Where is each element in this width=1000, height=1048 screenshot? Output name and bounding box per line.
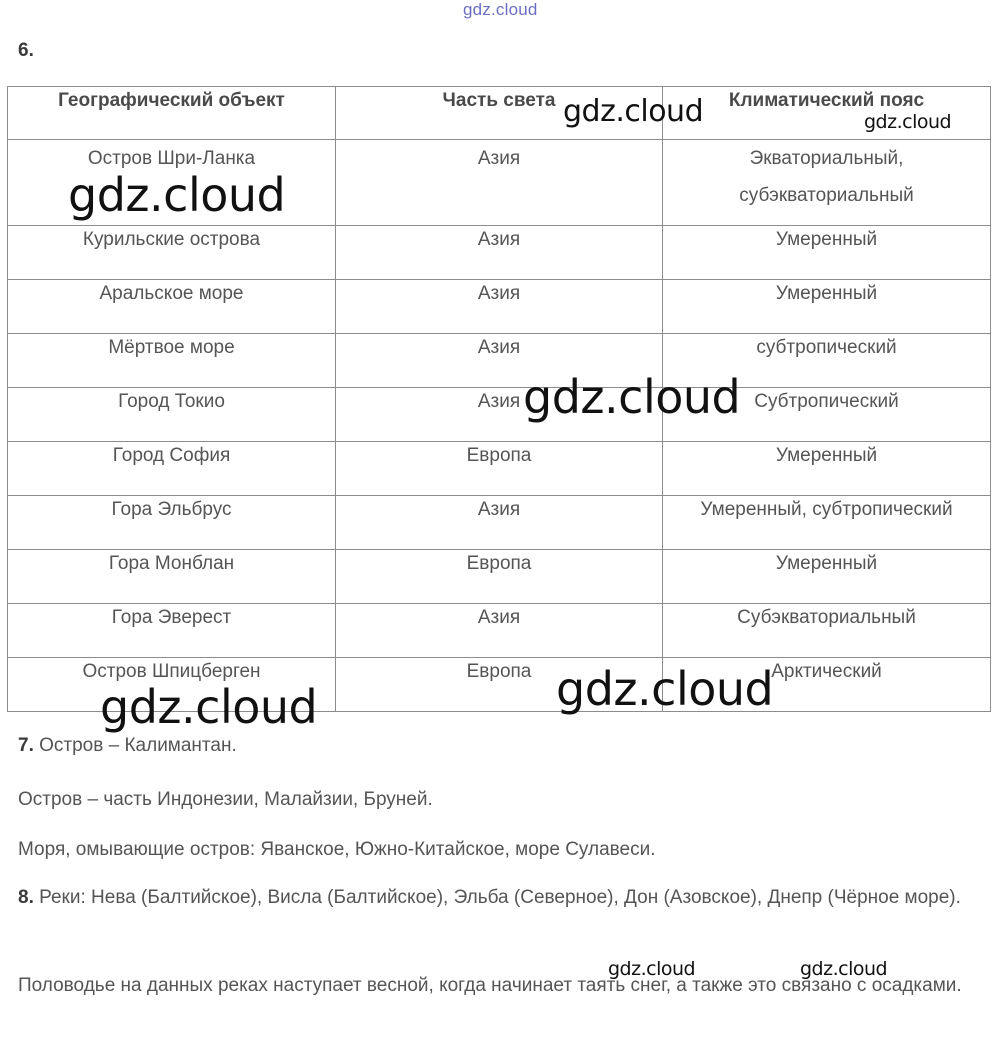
cell-object: Гора Эверест: [8, 604, 336, 658]
table-header-row: [8, 87, 991, 140]
table-row: [8, 280, 991, 334]
table-row: [8, 226, 991, 280]
question-6-number: 6.: [18, 40, 34, 61]
table-row: [8, 550, 991, 604]
question-7-text: Остров – Калимантан.: [33, 735, 237, 756]
cell-climate: Умеренный: [663, 280, 991, 334]
cell-object: Остров Шри-Ланка: [8, 140, 336, 226]
cell-climate: Субтропический: [663, 388, 991, 442]
cell-climate: Умеренный: [663, 226, 991, 280]
cell-part: Азия: [336, 334, 663, 388]
cell-object: Аральское море: [8, 280, 336, 334]
cell-part: Европа: [336, 442, 663, 496]
header-object: Географический объект: [8, 87, 336, 140]
cell-climate-line1: Экваториальный,: [749, 148, 904, 169]
cell-climate: Субэкваториальный: [663, 604, 991, 658]
table-row: [8, 388, 991, 442]
question-7-line3: Моря, омывающие остров: Яванское, Южно-Китайское, море Сулавеси.: [18, 839, 656, 860]
cell-climate-line2: субэкваториальный: [739, 185, 914, 206]
question-7-line2: Остров – часть Индонезии, Малайзии, Бруней.: [18, 789, 433, 810]
cell-object: Город Токио: [8, 388, 336, 442]
cell-object: Мёртвое море: [8, 334, 336, 388]
watermark: gdz.cloud: [608, 958, 696, 980]
question-8-paragraph2: Половодье на данных реках наступает весной, когда начинает таять снег, а также это связано с осадками.: [18, 975, 962, 996]
question-8-number: 8.: [18, 887, 34, 908]
cell-part: Азия: [336, 604, 663, 658]
cell-part: Азия: [336, 496, 663, 550]
watermark: gdz.cloud: [100, 680, 318, 734]
question-8-text1: Реки: Нева (Балтийское), Висла (Балтийское), Эльба (Северное), Дон (Азовское), Днепр (Чёрное море).: [33, 887, 961, 908]
cell-object: Гора Монблан: [8, 550, 336, 604]
watermark: gdz.cloud: [523, 370, 741, 424]
cell-part: Азия: [336, 388, 663, 442]
table-row: [8, 604, 991, 658]
watermark: gdz.cloud: [556, 662, 774, 716]
cell-climate: Умеренный, субтропический: [663, 496, 991, 550]
watermark: gdz.cloud: [563, 94, 704, 129]
cell-climate: Умеренный: [663, 550, 991, 604]
cell-part: Европа: [336, 658, 663, 712]
watermark: gdz.cloud: [800, 958, 888, 980]
cell-object: Город София: [8, 442, 336, 496]
cell-part: Европа: [336, 550, 663, 604]
question-8-paragraph1: [18, 878, 980, 917]
watermark: gdz.cloud: [68, 168, 286, 222]
cell-object: Курильские острова: [8, 226, 336, 280]
cell-part: Азия: [336, 140, 663, 226]
cell-part: Азия: [336, 280, 663, 334]
cell-climate: Арктический: [663, 658, 991, 712]
question-7-number: 7.: [18, 735, 34, 756]
cell-object: Остров Шпицберген: [8, 658, 336, 712]
cell-part: Азия: [336, 226, 663, 280]
cell-climate: Умеренный: [663, 442, 991, 496]
header-climate-zone: Климатический пояс: [663, 87, 991, 140]
table-row: [8, 334, 991, 388]
header-part-of-world: Часть света: [336, 87, 663, 140]
table-row: [8, 496, 991, 550]
cell-object: Гора Эльбрус: [8, 496, 336, 550]
cell-climate: субтропический: [663, 334, 991, 388]
table-row: [8, 442, 991, 496]
cell-climate: [663, 140, 991, 226]
top-watermark: gdz.cloud: [463, 0, 538, 19]
watermark: gdz.cloud: [864, 111, 952, 133]
